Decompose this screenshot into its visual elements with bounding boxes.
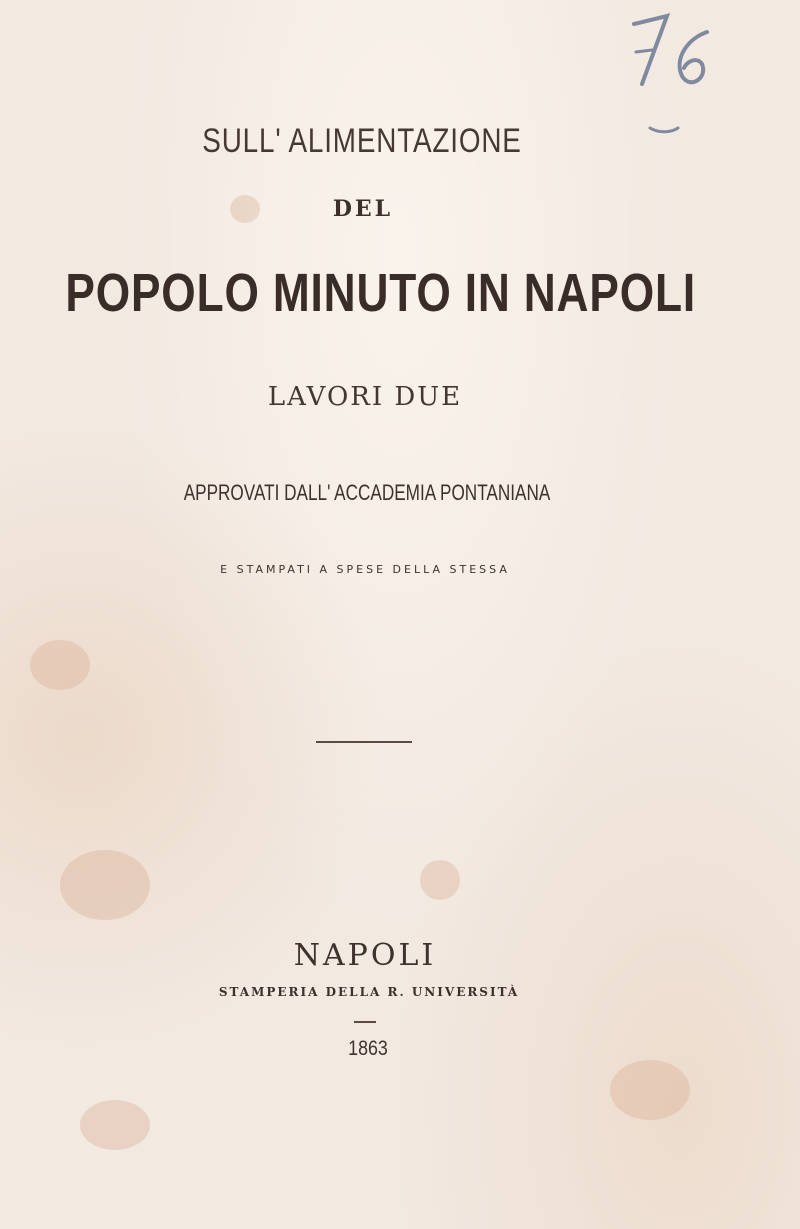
imprint-city: NAPOLI [293,938,437,973]
printing-note: E STAMPATI A SPESE DELLA STESSA [220,563,510,576]
title-line-3: POPOLO MINUTO IN NAPOLI [65,263,696,323]
title-line-1: SULL' ALIMENTAZIONE [202,122,522,160]
foxing-stain [30,640,90,690]
imprint-printer: STAMPERIA DELLA R. UNIVERSITÀ [218,985,520,999]
foxing-stain [60,850,150,920]
approval-line: APPROVATI DALL' ACCADEMIA PONTANIANA [183,480,551,505]
foxing-stain [610,1060,690,1120]
title-line-2: DEL [332,196,394,222]
subtitle: LAVORI DUE [267,382,463,412]
imprint-year: 1863 [348,1037,388,1060]
foxing-stain [420,860,460,900]
imprint-divider [354,1021,376,1023]
foxing-stain [80,1100,150,1150]
decorative-rule [316,741,412,743]
